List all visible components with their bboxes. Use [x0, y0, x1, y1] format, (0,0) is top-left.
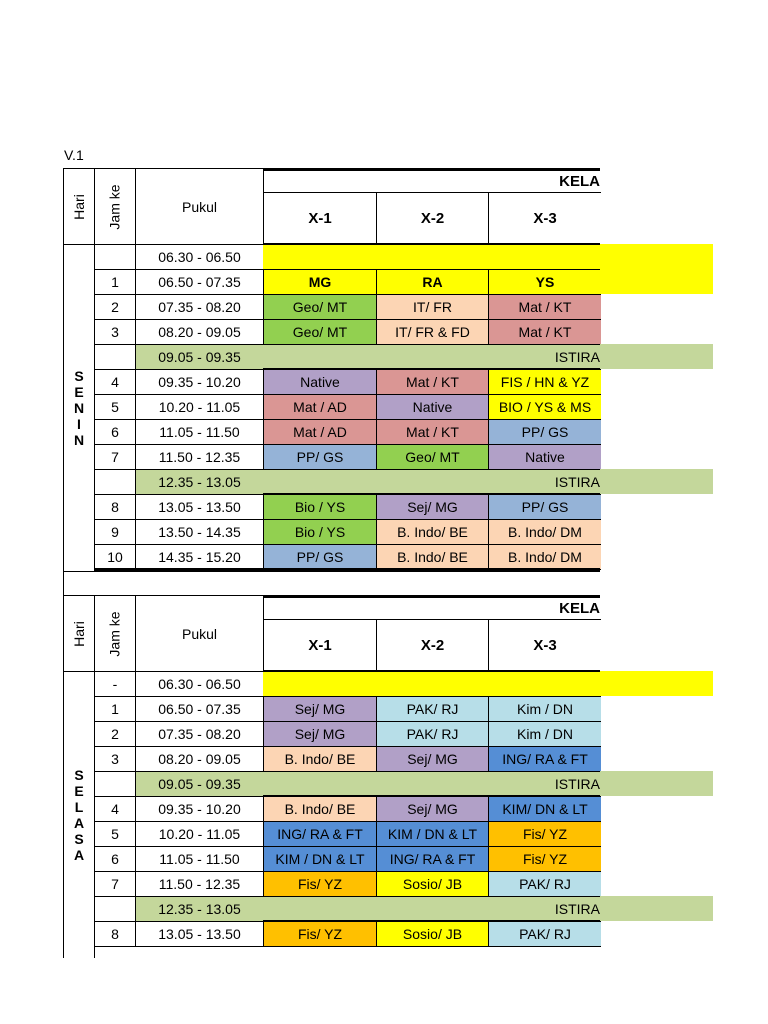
lesson-cell[interactable]: PAK/ RJ — [488, 871, 601, 897]
day-letter: N — [73, 432, 85, 448]
jam-cell: - — [94, 671, 136, 697]
lesson-cell[interactable]: Bio / YS — [263, 494, 377, 520]
class-header-x-2: X-2 — [376, 192, 489, 245]
jam-cell-empty — [94, 344, 136, 370]
hari-header-label: Hari — [70, 620, 87, 647]
lesson-cell[interactable]: Bio / YS — [263, 519, 377, 545]
jam-cell: 1 — [94, 269, 136, 295]
pukul-cell: 06.30 - 06.50 — [135, 244, 264, 270]
day-column — [63, 671, 95, 958]
lesson-cell[interactable]: Mat / AD — [263, 419, 377, 445]
lesson-cell[interactable]: Mat / AD — [263, 394, 377, 420]
pukul-cell: 13.50 - 14.35 — [135, 519, 264, 545]
lesson-cell[interactable]: IT/ FR & FD — [376, 319, 489, 345]
class-header-x-2: X-2 — [376, 619, 489, 672]
lesson-cell[interactable]: B. Indo/ BE — [263, 796, 377, 822]
header-divider — [263, 243, 600, 245]
lesson-cell[interactable]: Native — [376, 394, 489, 420]
lesson-cell[interactable]: YS — [488, 269, 601, 295]
jam-cell: 2 — [94, 294, 136, 320]
jam-cell: 3 — [94, 319, 136, 345]
pukul-cell: 09.05 - 09.35 — [135, 344, 264, 370]
lesson-cell[interactable]: Sej/ MG — [376, 796, 489, 822]
lesson-cell[interactable]: FIS / HN & YZ — [488, 369, 601, 395]
pukul-cell: 08.20 - 09.05 — [135, 319, 264, 345]
jam-cell: 9 — [94, 519, 136, 545]
lesson-cell[interactable]: Geo/ MT — [263, 294, 377, 320]
pukul-cell: 06.50 - 07.35 — [135, 269, 264, 295]
lesson-cell[interactable]: ING/ RA & FT — [263, 821, 377, 847]
class-header-x-1: X-1 — [263, 192, 377, 245]
pukul-cell: 06.30 - 06.50 — [135, 671, 264, 697]
day-letter: A — [73, 815, 85, 831]
istirahat-break: ISTIRA — [263, 771, 600, 796]
day-letter: L — [74, 799, 84, 815]
day-letter: N — [73, 400, 85, 416]
day-letter: E — [74, 384, 84, 400]
istirahat-break: ISTIRA — [263, 344, 600, 369]
istirahat-break-overflow — [600, 771, 713, 796]
homeroom-row-overflow — [600, 269, 713, 294]
preparation-row-yellow — [263, 671, 713, 696]
lesson-cell[interactable]: MG — [263, 269, 377, 295]
jam-cell: 6 — [94, 846, 136, 872]
lesson-cell[interactable]: Fis/ YZ — [488, 846, 601, 872]
pukul-cell: 14.35 - 15.20 — [135, 544, 264, 570]
istirahat-break: ISTIRA — [263, 896, 600, 921]
lesson-cell[interactable]: B. Indo/ BE — [376, 519, 489, 545]
lesson-cell[interactable]: PAK/ RJ — [488, 921, 601, 947]
day-letter: S — [74, 831, 84, 847]
lesson-cell[interactable]: ING/ RA & FT — [376, 846, 489, 872]
pukul-cell: 06.50 - 07.35 — [135, 696, 264, 722]
day-letter: I — [77, 416, 81, 432]
pukul-cell: 09.35 - 10.20 — [135, 796, 264, 822]
jam-cell: 5 — [94, 821, 136, 847]
jam-cell: 6 — [94, 419, 136, 445]
istirahat-break-overflow — [600, 896, 713, 921]
jam-cell: 1 — [94, 696, 136, 722]
pukul-cell: 11.50 - 12.35 — [135, 444, 264, 470]
day-letter: E — [74, 783, 84, 799]
lesson-cell[interactable]: IT/ FR — [376, 294, 489, 320]
pukul-cell: 13.05 - 13.50 — [135, 494, 264, 520]
lesson-cell[interactable]: RA — [376, 269, 489, 295]
lesson-cell[interactable]: KIM/ DN & LT — [488, 796, 601, 822]
pukul-header: Pukul — [135, 168, 264, 245]
jam-cell-empty — [94, 771, 136, 797]
lesson-cell[interactable]: PP/ GS — [263, 544, 377, 570]
version-label: V.1 — [64, 147, 84, 163]
pukul-header: Pukul — [135, 595, 264, 672]
lesson-cell[interactable]: Fis/ YZ — [488, 821, 601, 847]
hari-header — [63, 168, 95, 245]
lesson-cell[interactable]: B. Indo/ DM — [488, 544, 601, 570]
jam-cell: 2 — [94, 721, 136, 747]
jam-ke-header — [94, 595, 136, 672]
pukul-cell: 12.35 - 13.05 — [135, 469, 264, 495]
lesson-cell[interactable]: B. Indo/ DM — [488, 519, 601, 545]
lesson-cell[interactable]: Native — [263, 369, 377, 395]
pukul-cell: 09.05 - 09.35 — [135, 771, 264, 797]
pukul-cell: 11.05 - 11.50 — [135, 419, 264, 445]
lesson-cell[interactable]: Sej/ MG — [376, 746, 489, 772]
pukul-cell: 09.35 - 10.20 — [135, 369, 264, 395]
istirahat-break: ISTIRA — [263, 469, 600, 494]
day-letter: S — [74, 767, 84, 783]
pukul-cell: 12.35 - 13.05 — [135, 896, 264, 922]
jam-cell: 10 — [94, 544, 136, 570]
jam-cell: 5 — [94, 394, 136, 420]
day-letter: S — [74, 368, 84, 384]
hari-header — [63, 595, 95, 672]
lesson-cell[interactable]: PP/ GS — [488, 494, 601, 520]
lesson-cell[interactable]: PAK/ RJ — [376, 696, 489, 722]
spacer-row — [63, 571, 600, 596]
lesson-cell[interactable]: Fis/ YZ — [263, 921, 377, 947]
lesson-cell[interactable]: Kim / DN — [488, 696, 601, 722]
jam-cell: 4 — [94, 796, 136, 822]
hari-header-label: Hari — [70, 193, 87, 220]
jam-ke-header — [94, 168, 136, 245]
class-header-x-3: X-3 — [488, 192, 601, 245]
pukul-cell: 10.20 - 11.05 — [135, 394, 264, 420]
jam-cell-empty — [94, 896, 136, 922]
jam-cell: 7 — [94, 871, 136, 897]
lesson-cell[interactable]: Mat / KT — [488, 319, 601, 345]
lesson-cell[interactable]: PP/ GS — [263, 444, 377, 470]
jam-cell — [94, 244, 136, 270]
kelas-header: KELA — [263, 595, 600, 620]
jam-ke-header-label: Jam ke — [107, 610, 123, 657]
day-letter: A — [73, 847, 85, 863]
lesson-cell[interactable]: Mat / KT — [376, 419, 489, 445]
lesson-cell[interactable]: Mat / KT — [376, 369, 489, 395]
lesson-cell[interactable]: KIM / DN & LT — [263, 846, 377, 872]
lesson-cell[interactable]: Mat / KT — [488, 294, 601, 320]
jam-cell: 3 — [94, 746, 136, 772]
lesson-cell[interactable]: B. Indo/ BE — [263, 746, 377, 772]
pukul-cell: 08.20 - 09.05 — [135, 746, 264, 772]
istirahat-break-overflow — [600, 344, 713, 369]
jam-cell: 7 — [94, 444, 136, 470]
lesson-cell[interactable]: Native — [488, 444, 601, 470]
pukul-cell: 07.35 - 08.20 — [135, 721, 264, 747]
jam-cell: 8 — [94, 921, 136, 947]
jam-cell-empty — [94, 469, 136, 495]
class-header-x-1: X-1 — [263, 619, 377, 672]
day-column — [63, 244, 95, 572]
jam-cell: 4 — [94, 369, 136, 395]
lesson-cell[interactable]: PAK/ RJ — [376, 721, 489, 747]
lesson-cell[interactable]: Sej/ MG — [376, 494, 489, 520]
class-header-x-3: X-3 — [488, 619, 601, 672]
lesson-cell[interactable]: Geo/ MT — [263, 319, 377, 345]
pukul-cell: 13.05 - 13.50 — [135, 921, 264, 947]
lesson-cell[interactable]: Fis/ YZ — [263, 871, 377, 897]
istirahat-break-overflow — [600, 469, 713, 494]
pukul-cell: 11.05 - 11.50 — [135, 846, 264, 872]
preparation-row-yellow — [263, 244, 713, 269]
jam-cell: 8 — [94, 494, 136, 520]
header-divider — [263, 670, 600, 672]
lesson-cell[interactable]: Geo/ MT — [376, 444, 489, 470]
kelas-header: KELA — [263, 168, 600, 193]
lesson-cell[interactable]: Kim / DN — [488, 721, 601, 747]
pukul-cell: 11.50 - 12.35 — [135, 871, 264, 897]
lesson-cell[interactable]: Sej/ MG — [263, 721, 377, 747]
lesson-cell[interactable]: B. Indo/ BE — [376, 544, 489, 570]
lesson-cell[interactable]: PP/ GS — [488, 419, 601, 445]
lesson-cell[interactable]: Sosio/ JB — [376, 871, 489, 897]
lesson-cell[interactable]: BIO / YS & MS — [488, 394, 601, 420]
jam-ke-header-label: Jam ke — [107, 183, 123, 230]
lesson-cell[interactable]: Sosio/ JB — [376, 921, 489, 947]
lesson-cell[interactable]: KIM / DN & LT — [376, 821, 489, 847]
lesson-cell[interactable]: ING/ RA & FT — [488, 746, 601, 772]
pukul-cell: 10.20 - 11.05 — [135, 821, 264, 847]
pukul-cell: 07.35 - 08.20 — [135, 294, 264, 320]
lesson-cell[interactable]: Sej/ MG — [263, 696, 377, 722]
